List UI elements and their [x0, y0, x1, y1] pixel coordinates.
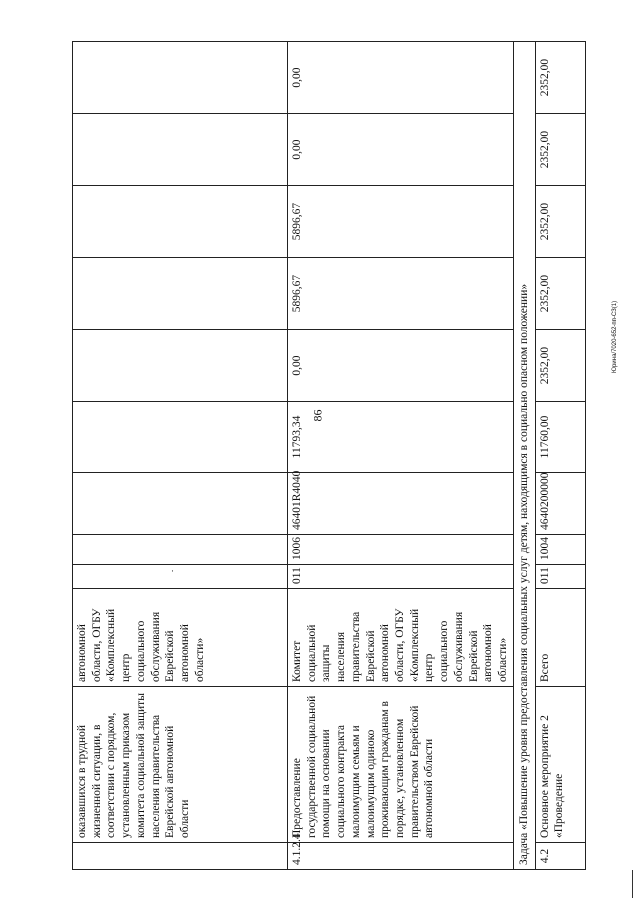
executor: Всего: [535, 589, 585, 687]
rz-code: 1006: [288, 535, 514, 565]
event-name: Основное мероприятие 2 «Проведение: [535, 687, 585, 843]
grbs-code: [73, 565, 288, 589]
value-total: [73, 402, 288, 473]
value-year-1: [73, 330, 288, 402]
value-year-5: 2352,00: [535, 42, 585, 114]
row-number: [73, 843, 288, 870]
rz-code: [73, 535, 288, 565]
table-row: [535, 42, 585, 870]
event-name: Предоставление государственной социальной помощи на основании социального контракта малоимущим семьям и малоимущим одиноко проживающим гражданам в порядке, установленном правительством Еврейской автономной области: [288, 687, 514, 843]
table-row: [288, 42, 514, 870]
value-year-4: 0,00: [288, 114, 514, 186]
budget-table: [72, 41, 586, 870]
value-year-3: [73, 186, 288, 258]
row-number: 4.1.2.4: [288, 843, 514, 870]
value-year-2: 5896,67: [288, 258, 514, 330]
value-year-2: 2352,00: [535, 258, 585, 330]
executor: Комитет социальной защиты населения правительства Еврейской автономной области, ОГБУ «Комплексный центр социального обслуживания Еврейской автономной области»: [288, 589, 514, 687]
value-year-1: 0,00: [288, 330, 514, 402]
margin-dot: ·: [171, 566, 174, 576]
value-year-2: [73, 258, 288, 330]
page-number: 86: [310, 409, 325, 422]
value-year-4: [73, 114, 288, 186]
value-year-5: [73, 42, 288, 114]
value-total: 11760,00: [535, 402, 585, 473]
value-year-5: 0,00: [288, 42, 514, 114]
margin-mark: [632, 870, 633, 898]
task-heading: Задача «Повышение уровня предоставления социальных услуг детям, находящимся в социально опасном положении»: [513, 42, 535, 870]
event-name: оказавшихся в трудной жизненной ситуации, в соответствии с порядком, установленным приказом комитета социальной защиты населения правительства Еврейской автономной области: [73, 687, 288, 843]
csr-code: 46401R4040: [288, 473, 514, 535]
executor: автономной области, ОГБУ «Комплексный центр социального обслуживания Еврейской автономной области»: [73, 589, 288, 687]
value-year-1: 2352,00: [535, 330, 585, 402]
value-year-3: 2352,00: [535, 186, 585, 258]
csr-code: 4640200000: [535, 473, 585, 535]
value-total: 11793,34: [288, 402, 514, 473]
grbs-code: 011: [288, 565, 514, 589]
value-year-4: 2352,00: [535, 114, 585, 186]
csr-code: [73, 473, 288, 535]
footer-code: Юрина/7020-652-пп-СЗ(1): [612, 300, 618, 373]
table-row: [73, 42, 288, 870]
grbs-code: 011: [535, 565, 585, 589]
task-row: [513, 42, 535, 870]
row-number: 4.2: [535, 843, 585, 870]
rotated-table-container: [72, 42, 566, 870]
rz-code: 1004: [535, 535, 585, 565]
value-year-3: 5896,67: [288, 186, 514, 258]
